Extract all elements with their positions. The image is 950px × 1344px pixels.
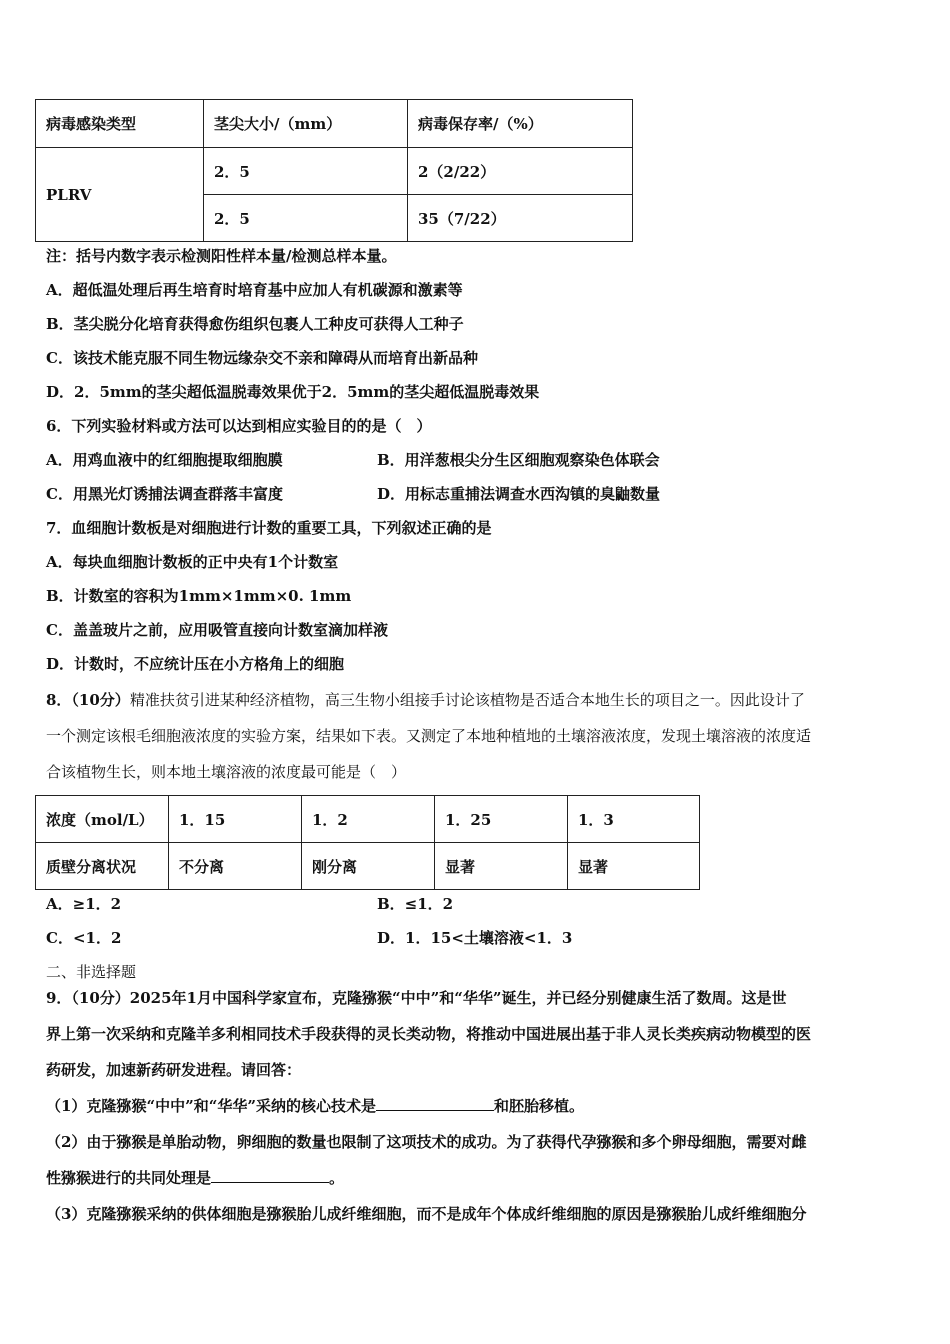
q9-sub2-line2 (46, 1160, 904, 1196)
table-cell: 刚分离 (302, 843, 435, 890)
q6-option-b: B．用洋葱根尖分生区细胞观察染色体联会 (377, 451, 660, 469)
q9-sub2-text: 性猕猴进行的共同处理是 (46, 1169, 212, 1187)
section-heading: 二、非选择题 (46, 963, 137, 981)
q9-sub1-text: （1）克隆猕猴“中中”和“华华”采纳的核心技术是 (46, 1097, 376, 1115)
table-cell: 1．25 (435, 796, 568, 843)
q7-option-c: C．盖盖玻片之前，应用吸管直接向计数室滴加样液 (46, 621, 388, 639)
q8-option-c: C．<1．2 (46, 929, 122, 947)
q6-option-c: C．用黑光灯诱捕法调查群落丰富度 (46, 485, 283, 503)
q9-line1: 9．（10分）2025年1月中国科学家宣布，克隆猕猴“中中”和“华华”诞生，并已经分别健康生活了数周。这是世 (46, 989, 787, 1007)
q9-line3: 药研发，加速新药研发进程。请回答： (46, 1061, 302, 1079)
q9-sub3-line1: （3）克隆猕猴采纳的供体细胞是猕猴胎儿成纤维细胞，而不是成年个体成纤维细胞的原因是猕猴胎儿成纤维细胞分 (46, 1205, 807, 1223)
q8-stem-line3: 合该植物生长，则本地土壤溶液的浓度最可能是（ ） (46, 763, 407, 781)
table-row-label: 浓度（mol/L） (36, 796, 169, 843)
table-note: 注：括号内数字表示检测阳性样本量/检测总样本量。 (46, 247, 397, 265)
q8-stem (46, 682, 904, 790)
q7-option-d: D．计数时，不应统计压在小方格角上的细胞 (46, 655, 345, 673)
q8-stem-line1: 精准扶贫引进某种经济植物，高三生物小组接手讨论该植物是否适合本地生长的项目之一。因此设计了 (129, 691, 805, 709)
q9-sub1 (46, 1088, 904, 1124)
table-cell: 2．5 (204, 195, 408, 242)
q5-option-d: D．2．5mm的茎尖超低温脱毒效果优于2．5mm的茎尖超低温脱毒效果 (46, 383, 540, 401)
table-cell: 2．5 (204, 148, 408, 195)
q9-sub2-line1: （2）由于猕猴是单胎动物，卵细胞的数量也限制了这项技术的成功。为了获得代孕猕猴和多个卵母细胞，需要对雌 (46, 1133, 807, 1151)
q9-sub1-suffix: 和胚胎移植。 (493, 1097, 584, 1115)
q9-sub2-suffix: 。 (329, 1169, 345, 1187)
q8-option-a: A．≥1．2 (46, 895, 122, 913)
q5-option-b: B．茎尖脱分化培育获得愈伤组织包裹人工种皮可获得人工种子 (46, 315, 464, 333)
q6-option-a: A．用鸡血液中的红细胞提取细胞膜 (46, 451, 283, 469)
table-cell: 显著 (568, 843, 700, 890)
q8-stem-line2: 一个测定该根毛细胞液浓度的实验方案，结果如下表。又测定了本地种植地的土壤溶液浓度，发现土壤溶液的浓度适 (46, 727, 812, 745)
answer-blank[interactable] (211, 1168, 329, 1183)
q9-stem (46, 980, 904, 1088)
q8-number: 8．（10分） (46, 691, 130, 709)
virus-table (35, 99, 633, 242)
q7-option-a: A．每块血细胞计数板的正中央有1个计数室 (46, 553, 339, 571)
table-cell: 1．2 (302, 796, 435, 843)
q6-option-d: D．用标志重捕法调查水西沟镇的臭鼬数量 (377, 485, 661, 503)
table-cell: 不分离 (169, 843, 302, 890)
q5-option-c: C．该技术能克服不同生物远缘杂交不亲和障碍从而培育出新品种 (46, 349, 478, 367)
q5-option-a: A．超低温处理后再生培育时培育基中应加人有机碳源和激素等 (46, 281, 463, 299)
q7-option-b: B．计数室的容积为1mm×1mm×0. 1mm (46, 587, 352, 605)
table-cell: 1．3 (568, 796, 700, 843)
q7-stem: 7．血细胞计数板是对细胞进行计数的重要工具，下列叙述正确的是 (46, 519, 492, 537)
concentration-table (35, 795, 700, 890)
table-cell-virus-type: PLRV (36, 148, 204, 242)
table-header-cell: 茎尖大小/（mm） (204, 100, 408, 148)
table-cell: 1．15 (169, 796, 302, 843)
q8-option-d: D．1．15<土壤溶液<1．3 (377, 929, 573, 947)
table-cell: 2（2/22） (408, 148, 633, 195)
table-row-label: 质壁分离状况 (36, 843, 169, 890)
table-header-cell: 病毒保存率/（%） (408, 100, 633, 148)
q6-stem: 6．下列实验材料或方法可以达到相应实验目的的是（ ） (46, 417, 432, 435)
q9-line2: 界上第一次采纳和克隆羊多利相同技术手段获得的灵长类动物，将推动中国进展出基于非人灵长类疾病动物模型的医 (46, 1025, 812, 1043)
table-cell: 35（7/22） (408, 195, 633, 242)
q8-option-b: B．≤1．2 (377, 895, 454, 913)
answer-blank[interactable] (376, 1096, 494, 1111)
table-header-cell: 病毒感染类型 (36, 100, 204, 148)
q9-subquestions (46, 1088, 904, 1232)
table-cell: 显著 (435, 843, 568, 890)
